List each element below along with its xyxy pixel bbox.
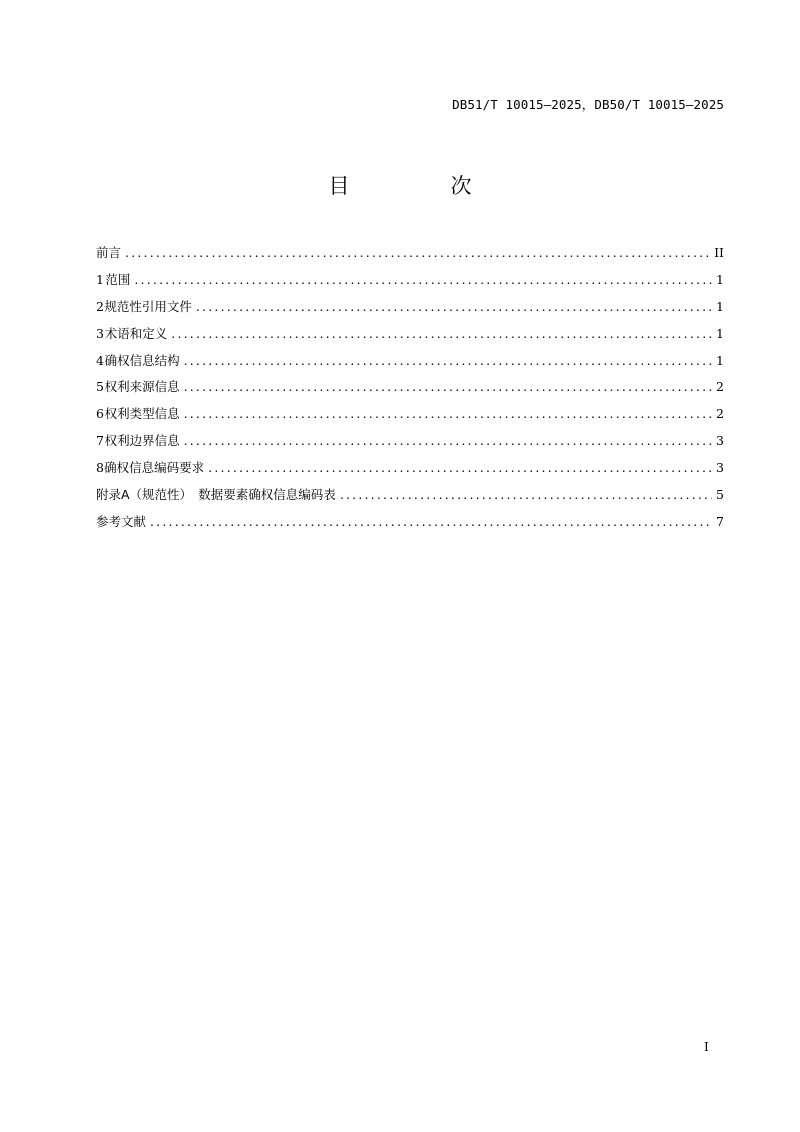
toc-entry-number: 6 [96, 406, 104, 422]
toc-entry-label: 权利来源信息 [104, 379, 180, 395]
toc-entry-rights-type[interactable] [96, 404, 724, 431]
toc-entry-label: 前言 [96, 245, 122, 260]
toc-entry-label: 参考文献 [96, 513, 147, 529]
toc-entry-page: 1 [716, 325, 724, 341]
toc-entry-label: 范围 [105, 271, 131, 287]
toc-dot-leader [171, 326, 712, 341]
toc-dot-leader [184, 406, 712, 421]
toc-dot-leader [184, 379, 712, 394]
toc-entry-number: 1 [96, 271, 104, 287]
toc-entry-foreword[interactable] [96, 243, 724, 270]
toc-dot-leader [134, 272, 712, 287]
toc-entry-number: 5 [96, 379, 104, 395]
toc-dot-leader [208, 460, 712, 475]
toc-entry-label: 附录A（规范性） 数据要素确权信息编码表 [96, 487, 336, 503]
toc-entry-page: 2 [716, 379, 724, 395]
page-title: 目 次 [328, 174, 512, 198]
toc-entry-page: 3 [716, 433, 724, 449]
toc-entry-encoding-requirements[interactable] [96, 458, 724, 485]
toc-entry-rights-boundary[interactable] [96, 431, 724, 458]
toc-entry-label: 确权信息结构 [104, 352, 180, 368]
toc-entry-number: 4 [96, 352, 104, 368]
toc-entry-label: 确权信息编码要求 [104, 460, 205, 476]
toc-dot-leader [340, 487, 712, 502]
toc-entry-number: 2 [96, 298, 104, 314]
page-number: I [704, 1040, 709, 1054]
toc-entry-label: 规范性引用文件 [104, 298, 192, 314]
toc-dot-leader [150, 514, 712, 529]
toc-dot-leader [196, 299, 712, 314]
toc-entry-label: 权利类型信息 [104, 406, 180, 422]
toc-entry-label: 权利边界信息 [104, 433, 180, 449]
toc-entry-page: 1 [716, 271, 724, 287]
table-of-contents [96, 243, 724, 539]
toc-dot-leader [184, 433, 712, 448]
toc-entry-page: 2 [716, 406, 724, 422]
toc-dot-leader [184, 353, 712, 368]
toc-entry-rights-info-structure[interactable] [96, 351, 724, 378]
toc-entry-scope[interactable] [96, 270, 724, 297]
toc-entry-normative-references[interactable] [96, 297, 724, 324]
toc-entry-page: 7 [716, 513, 724, 529]
toc-entry-page: 3 [716, 460, 724, 476]
toc-entry-page: 1 [716, 298, 724, 314]
toc-entry-page: 5 [716, 487, 724, 503]
toc-entry-number: 8 [96, 460, 104, 476]
toc-entry-number: 7 [96, 433, 104, 449]
toc-entry-bibliography[interactable] [96, 512, 724, 539]
toc-entry-terms-definitions[interactable] [96, 324, 724, 351]
toc-entry-number: 3 [96, 325, 104, 341]
toc-entry-page: II [714, 245, 724, 260]
toc-entry-page: 1 [716, 352, 724, 368]
toc-entry-appendix-a[interactable] [96, 485, 724, 512]
standard-code: DB51/T 10015—2025，DB50/T 10015—2025 [452, 97, 724, 112]
toc-dot-leader [125, 245, 710, 260]
toc-entry-rights-source[interactable] [96, 377, 724, 404]
toc-entry-label: 术语和定义 [104, 325, 168, 341]
